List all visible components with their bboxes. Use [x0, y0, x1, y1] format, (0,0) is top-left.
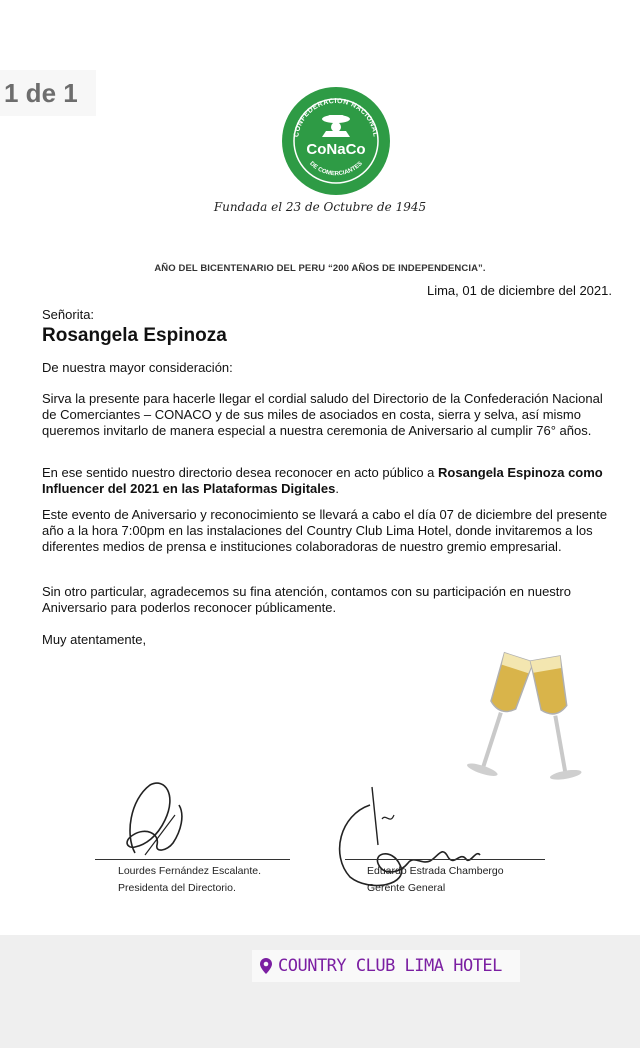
paragraph-2-end: . — [335, 481, 339, 496]
closing: Muy atentamente, — [42, 632, 147, 647]
paragraph-4: Sin otro particular, agradecemos su fina atención, contamos con su participación en nuestro Aniversario para poderlos reconocer públicamente. — [42, 584, 571, 615]
signature-line-1 — [95, 859, 290, 860]
location-text: COUNTRY CLUB LIMA HOTEL — [278, 956, 502, 976]
greeting: De nuestra mayor consideración: — [42, 360, 233, 375]
logo-ring-bottom-text: DE COMERCIANTES — [308, 160, 364, 178]
salutation: Señorita: — [42, 307, 95, 322]
paragraph-3: Este evento de Aniversario y reconocimiento se llevará a cabo el día 07 de diciembre del presente año a la hora 7:00pm en las instalaciones del Country Club Lima Hotel, donde invitaremos a los diferentes medios de prensa e instituciones colaboradoras de nuestro gremio empresarial. — [42, 507, 608, 554]
year-heading: AÑO DEL BICENTENARIO DEL PERU “200 AÑOS DE INDEPENDENCIA”. — [154, 263, 486, 274]
signatory-2-title: Gerente General — [367, 882, 446, 894]
page-counter: 1 de 1 — [0, 70, 96, 116]
signatory-2-name: Eduardo Estrada Chambergo — [367, 865, 504, 877]
signatory-1-title: Presidenta del Directorio. — [118, 882, 236, 894]
signature-1 — [105, 775, 205, 860]
logo-ring-top-text: CONFEDERACION NACIONAL — [293, 97, 379, 138]
paragraph-2-bold: Rosangela Espinoza como Influencer del 2021 en las Plataformas Digitales — [42, 465, 603, 496]
logo-wordmark: CoNaCo — [306, 141, 366, 158]
paragraph-2-start: En ese sentido nuestro directorio desea reconocer en acto público a — [42, 465, 439, 480]
signatory-1-name: Lourdes Fernández Escalante. — [118, 865, 262, 877]
founded-line: Fundada el 23 de Octubre de 1945 — [213, 200, 427, 214]
paragraph-2 — [42, 465, 608, 497]
conaco-logo — [280, 85, 392, 197]
date-line: Lima, 01 de diciembre del 2021. — [426, 283, 612, 298]
signatory-1 — [118, 863, 261, 897]
recipient-name: Rosangela Espinoza — [42, 325, 227, 346]
signatory-2 — [367, 863, 504, 897]
signature-line-2 — [345, 859, 545, 860]
location-sticker[interactable] — [252, 950, 520, 982]
champagne-glasses-icon — [460, 645, 600, 805]
location-pin-icon — [260, 958, 272, 974]
paragraph-1: Sirva la presente para hacerle llegar el cordial saludo del Directorio de la Confederación Nacional de Comerciantes – CONACO y de sus miles de asociados en costa, sierra y selva, así mismo queremos invitarlo de manera especial a nuestra ceremonia de Aniversario al cumplir 76° años. — [42, 391, 603, 438]
